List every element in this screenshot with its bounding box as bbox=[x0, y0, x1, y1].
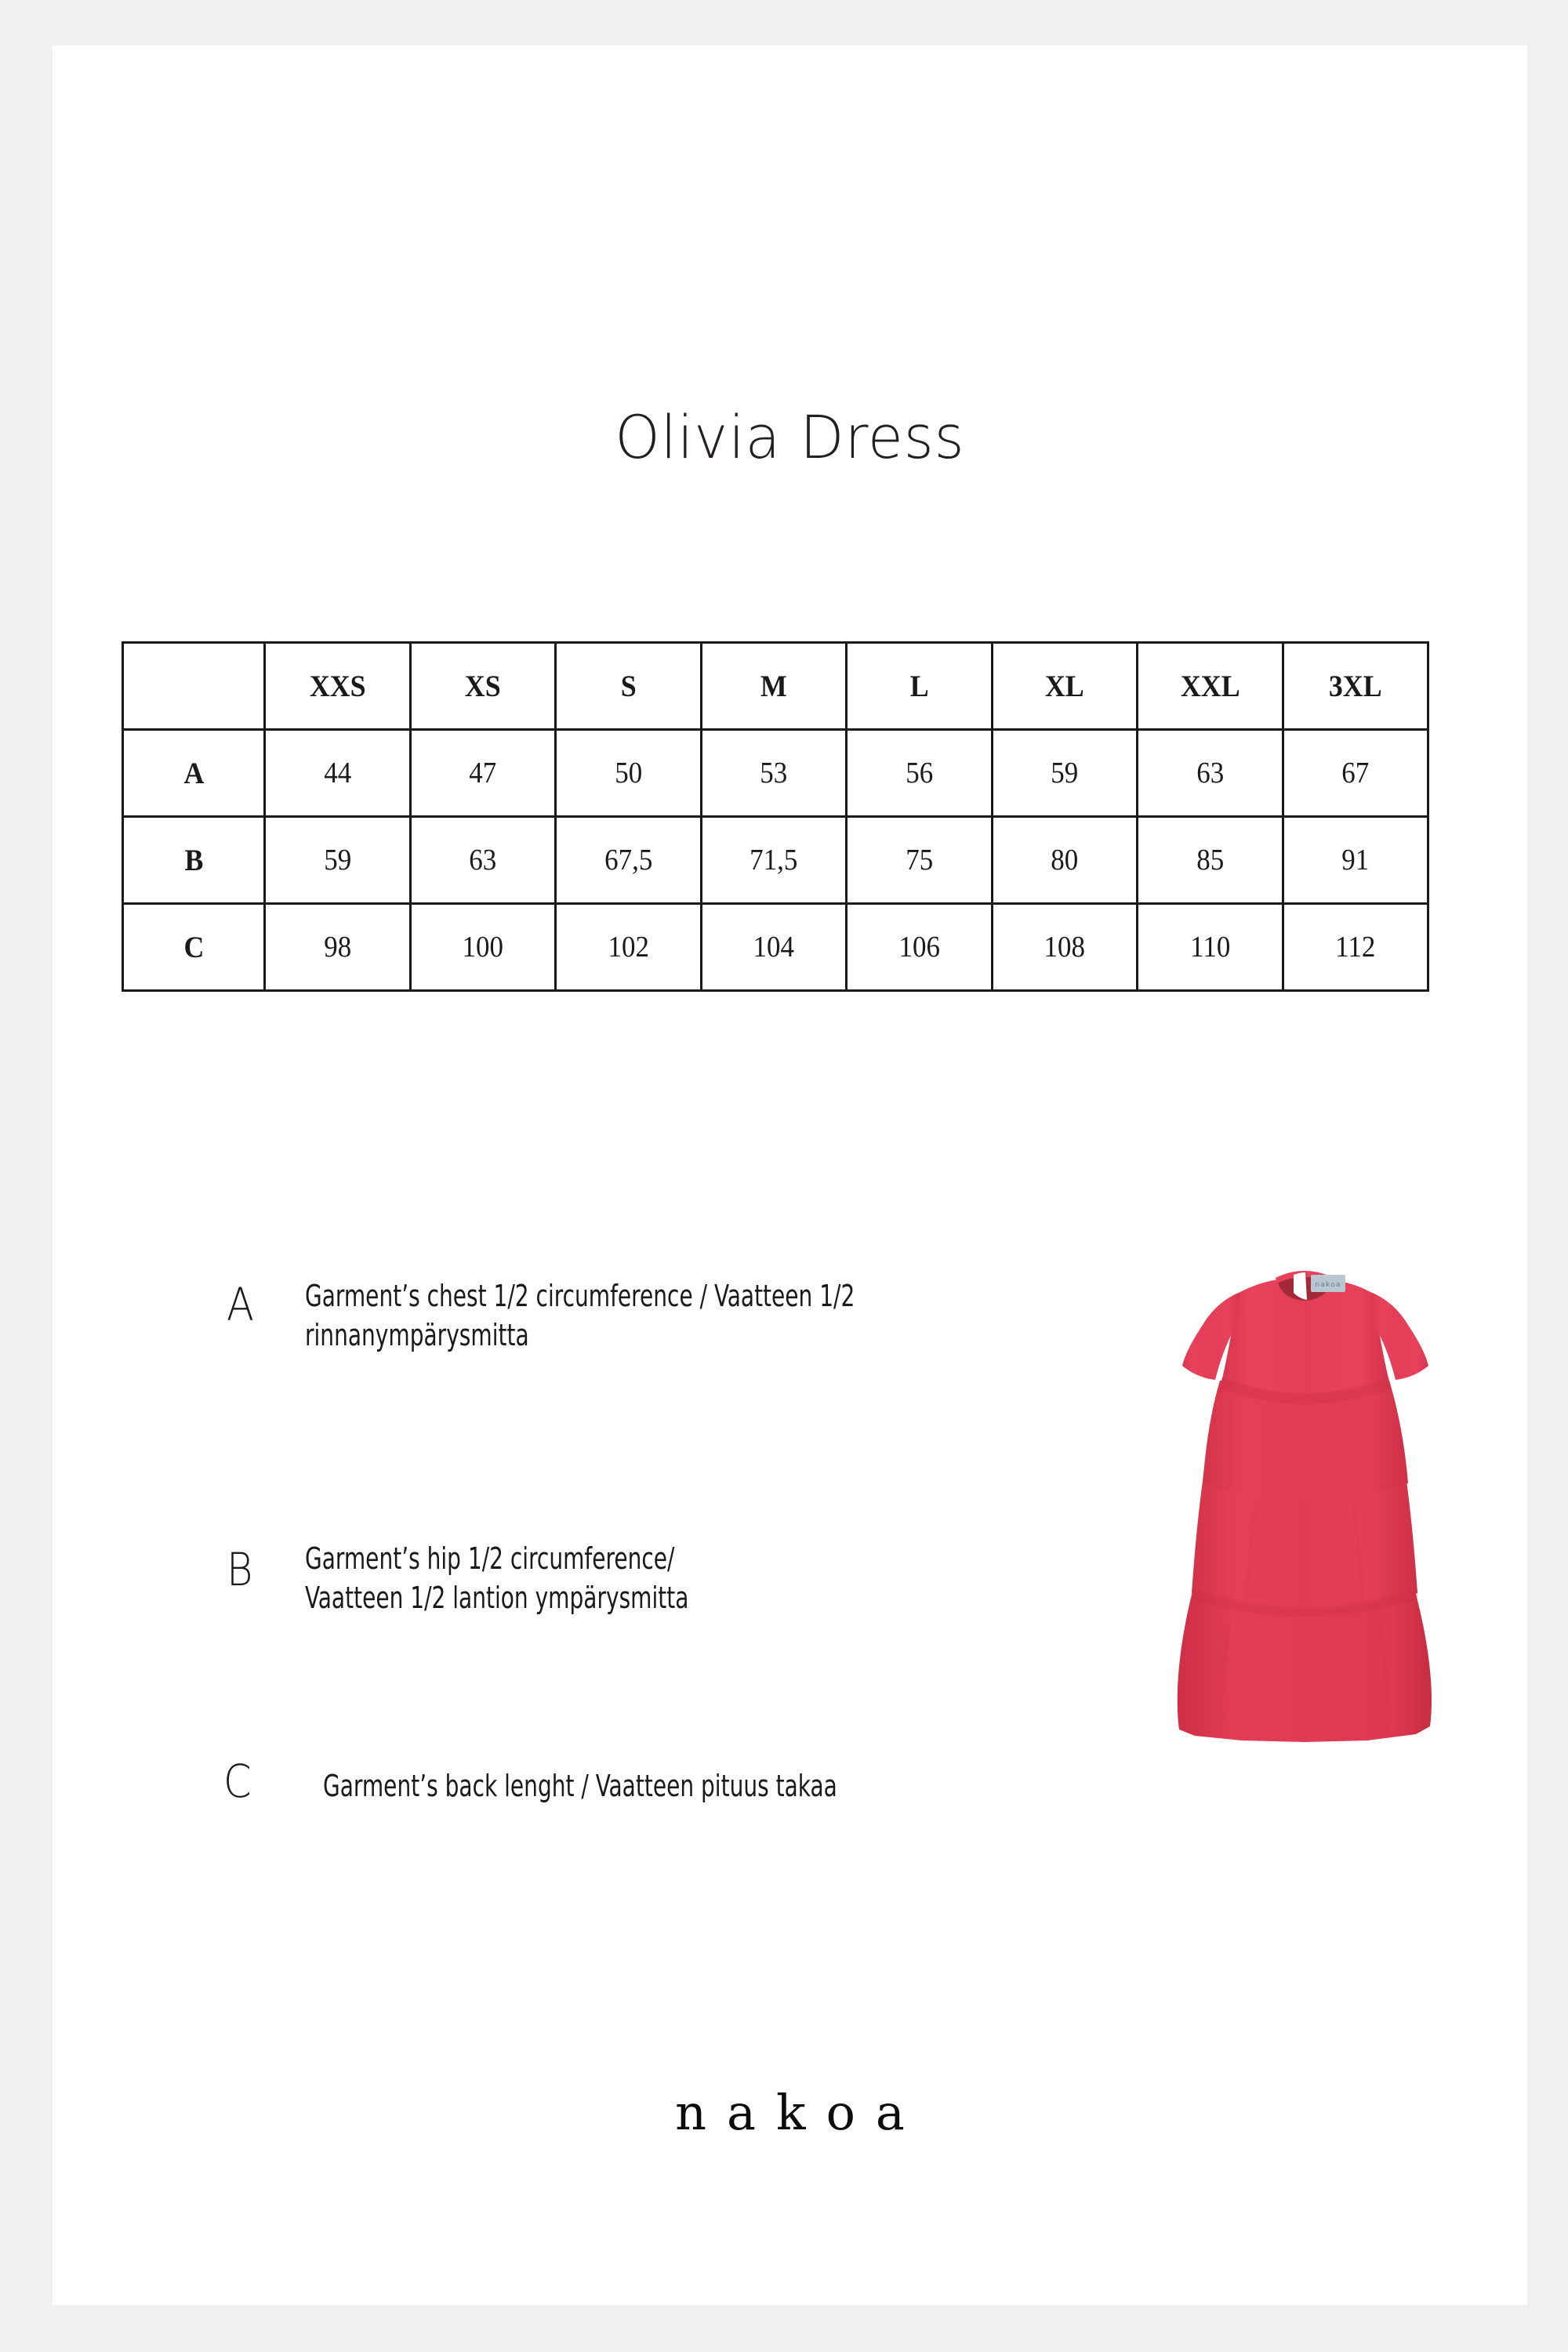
cell-b-l: 75 bbox=[852, 817, 986, 904]
product-photo-dress bbox=[1148, 1251, 1461, 1745]
cell-c-m: 104 bbox=[706, 904, 840, 991]
cell-b-s: 67,5 bbox=[561, 817, 695, 904]
cell-b-xxl: 85 bbox=[1143, 817, 1277, 904]
row-label-b: B bbox=[129, 817, 260, 904]
cell-c-xs: 100 bbox=[416, 904, 550, 991]
cell-c-xxs: 98 bbox=[270, 904, 405, 991]
dress-illustration-svg bbox=[1148, 1251, 1461, 1745]
table-col-header-l: L bbox=[852, 643, 986, 730]
table-col-header-m: M bbox=[706, 643, 840, 730]
dress-brand-label-text: nakoa bbox=[1315, 1281, 1341, 1289]
legend-description-c bbox=[323, 1766, 837, 1806]
cell-b-xxs: 59 bbox=[270, 817, 405, 904]
table-col-header-s: S bbox=[561, 643, 695, 730]
cell-a-xs: 47 bbox=[416, 730, 550, 817]
legend-description-b-line1: Garment’s hip 1/2 circumference/ bbox=[305, 1541, 675, 1576]
size-chart-table bbox=[122, 641, 1429, 992]
cell-a-3xl: 67 bbox=[1288, 730, 1422, 817]
legend-description-a-line1: Garment’s chest 1/2 circumference / Vaatteen 1/2 bbox=[305, 1279, 855, 1313]
cell-b-m: 71,5 bbox=[706, 817, 840, 904]
table-corner-cell bbox=[129, 643, 260, 730]
cell-b-xs: 63 bbox=[416, 817, 550, 904]
legend-letter-b: B bbox=[227, 1543, 253, 1596]
cell-a-xl: 59 bbox=[997, 730, 1131, 817]
legend-description-b-line2: Vaatteen 1/2 lantion ympärysmitta bbox=[305, 1581, 689, 1616]
legend-description-a bbox=[305, 1276, 855, 1355]
document-sheet bbox=[53, 45, 1527, 2305]
table-row bbox=[123, 730, 1428, 817]
table-header-row bbox=[123, 643, 1428, 730]
legend-description-b bbox=[305, 1539, 688, 1617]
cell-c-l: 106 bbox=[852, 904, 986, 991]
legend-description-c-line1: Garment’s back lenght / Vaatteen pituus takaa bbox=[323, 1769, 837, 1803]
table-row bbox=[123, 904, 1428, 991]
table-row bbox=[123, 817, 1428, 904]
page-title: Olivia Dress bbox=[615, 402, 965, 472]
brand-logo: nakoa bbox=[675, 2084, 925, 2141]
legend-description-a-line2: rinnanympärysmitta bbox=[305, 1318, 529, 1353]
cell-a-s: 50 bbox=[561, 730, 695, 817]
cell-a-l: 56 bbox=[852, 730, 986, 817]
legend-letter-a: A bbox=[227, 1278, 254, 1331]
cell-b-xl: 80 bbox=[997, 817, 1131, 904]
cell-c-xl: 108 bbox=[997, 904, 1131, 991]
cell-b-3xl: 91 bbox=[1288, 817, 1422, 904]
table-col-header-xxl: XXL bbox=[1143, 643, 1277, 730]
cell-c-s: 102 bbox=[561, 904, 695, 991]
cell-c-xxl: 110 bbox=[1143, 904, 1277, 991]
size-chart-table-container bbox=[122, 641, 1429, 992]
legend-letter-c: C bbox=[223, 1755, 252, 1808]
cell-c-3xl: 112 bbox=[1288, 904, 1422, 991]
table-col-header-3xl: 3XL bbox=[1288, 643, 1422, 730]
table-col-header-xl: XL bbox=[997, 643, 1131, 730]
row-label-a: A bbox=[129, 730, 260, 817]
table-col-header-xxs: XXS bbox=[270, 643, 405, 730]
table-col-header-xs: XS bbox=[416, 643, 550, 730]
cell-a-xxs: 44 bbox=[270, 730, 405, 817]
row-label-c: C bbox=[129, 904, 260, 991]
cell-a-m: 53 bbox=[706, 730, 840, 817]
cell-a-xxl: 63 bbox=[1143, 730, 1277, 817]
